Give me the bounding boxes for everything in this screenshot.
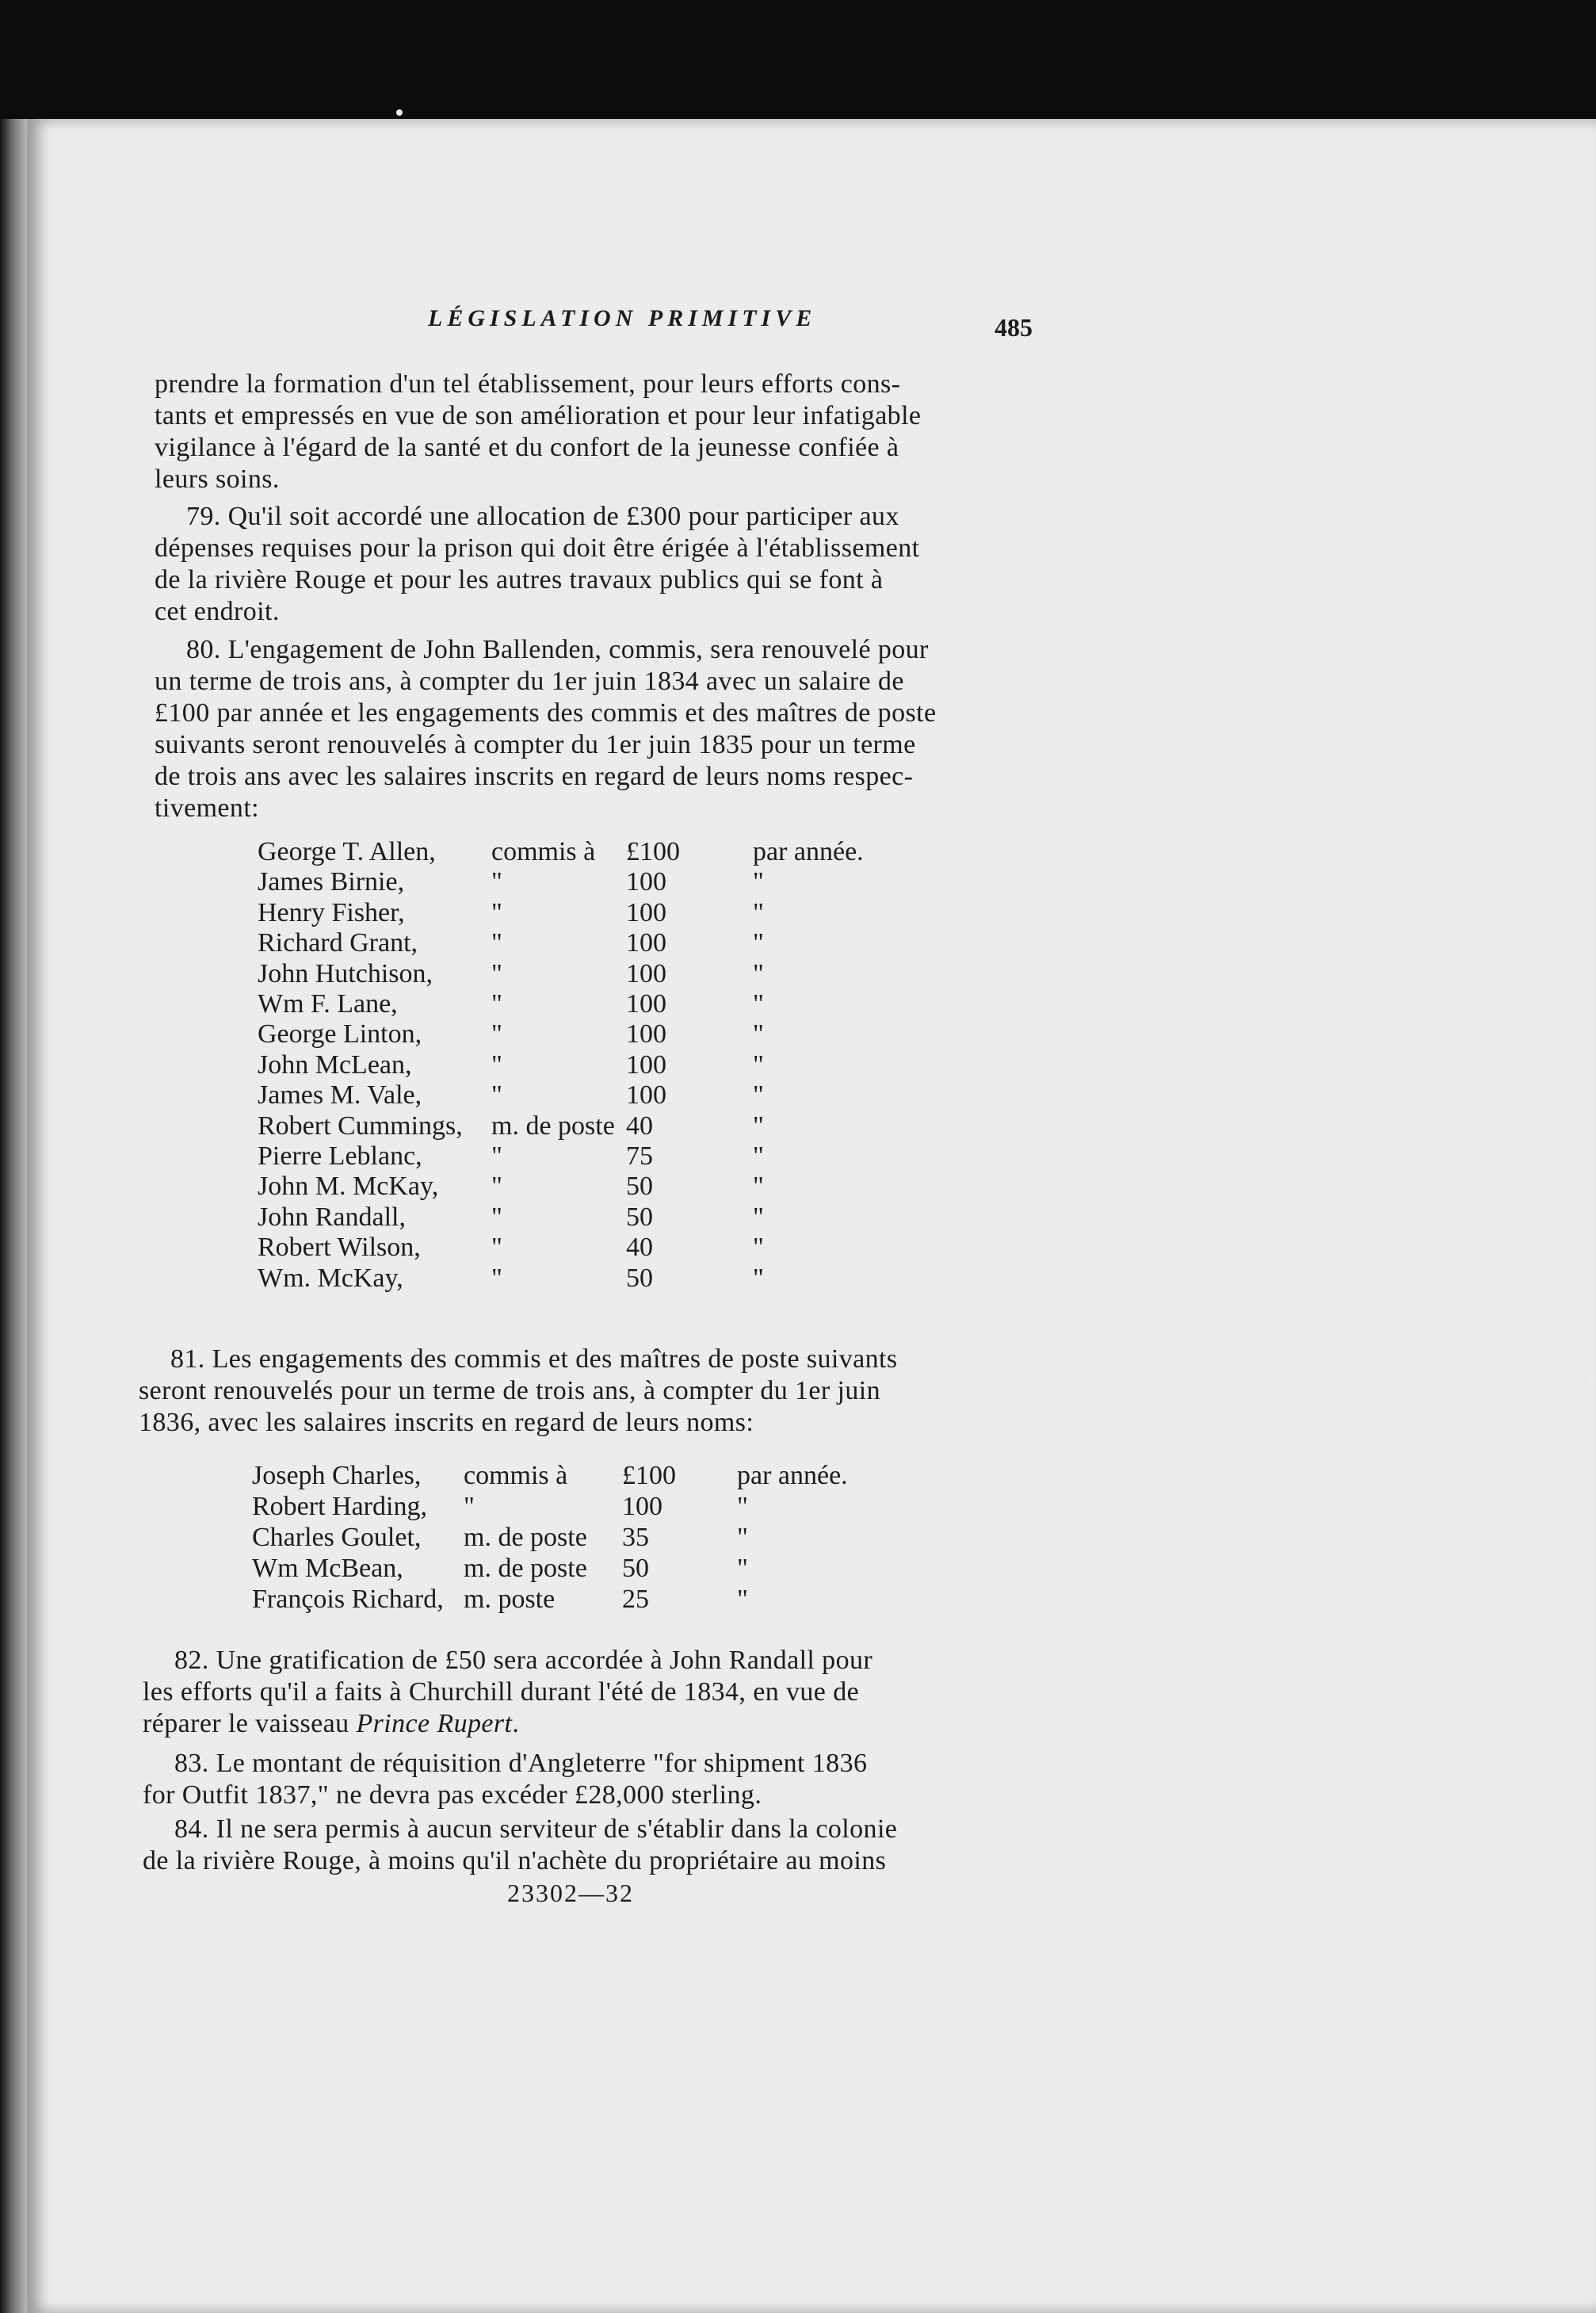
cell-role: commis à [464, 1461, 568, 1490]
cell-unit: " [753, 1111, 764, 1141]
cell-name: James Birnie, [258, 867, 405, 897]
text-line: de la rivière Rouge et pour les autres travaux publics qui se font à [155, 565, 884, 594]
cell-name: Henry Fisher, [258, 897, 405, 927]
cell-name: Robert Wilson, [258, 1233, 421, 1263]
cell-name: Joseph Charles, [252, 1461, 422, 1490]
text-line: suivants seront renouvelés à compter du 1er juin 1835 pour un terme [155, 730, 916, 759]
cell-name: Robert Harding, [252, 1492, 427, 1521]
cell-amount: £100 [622, 1461, 676, 1490]
text-line: 1836, avec les salaires inscrits en regard de leurs noms: [139, 1408, 754, 1437]
cell-role: " [491, 1019, 502, 1049]
cell-amount: 50 [626, 1172, 653, 1202]
ship-name: Prince Rupert [356, 1709, 513, 1738]
cell-name: Wm. McKay, [258, 1263, 403, 1293]
cell-amount: 50 [626, 1202, 653, 1232]
cell-unit: " [753, 867, 764, 897]
text-line: for Outfit 1837," ne devra pas excéder £28,000 sterling. [143, 1780, 762, 1810]
cell-unit: " [737, 1554, 748, 1583]
cell-amount: 100 [626, 1049, 666, 1080]
cell-amount: 75 [626, 1141, 653, 1171]
cell-role: " [491, 897, 502, 927]
cell-unit: " [753, 1141, 764, 1171]
text-line: prendre la formation d'un tel établissement, pour leurs efforts cons- [155, 369, 901, 399]
cell-name: John Randall, [258, 1202, 406, 1232]
text-line: seront renouvelés pour un terme de trois ans, à compter du 1er juin [139, 1376, 881, 1405]
text-line: £100 par année et les engagements des commis et des maîtres de poste [155, 698, 937, 728]
cell-amount: 100 [626, 897, 666, 927]
cell-unit: " [737, 1492, 748, 1521]
cell-amount: 100 [626, 958, 666, 988]
cell-name: George Linton, [258, 1019, 422, 1049]
cell-amount: 100 [626, 989, 666, 1019]
cell-role: m. de poste [491, 1111, 615, 1141]
running-head: LÉGISLATION PRIMITIVE [428, 305, 817, 331]
cell-name: John McLean, [258, 1049, 412, 1080]
text-line: 84. Il ne sera permis à aucun serviteur de s'établir dans la colonie [174, 1814, 898, 1844]
text-line [143, 1708, 519, 1740]
cell-unit: " [737, 1585, 748, 1614]
cell-amount: 35 [622, 1523, 649, 1552]
text-line: cet endroit. [155, 597, 280, 626]
cell-role: m. de poste [464, 1523, 587, 1552]
cell-unit: " [753, 1080, 764, 1111]
cell-amount: 50 [626, 1263, 653, 1293]
cell-amount: 100 [626, 867, 666, 897]
cell-role: m. poste [464, 1585, 556, 1614]
cell-unit: " [753, 1263, 764, 1293]
text-line: leurs soins. [155, 465, 280, 494]
cell-unit: " [753, 928, 764, 958]
cell-name: John M. McKay, [258, 1172, 439, 1202]
cell-role: " [491, 928, 502, 958]
dust-speck [396, 109, 403, 116]
cell-unit: " [737, 1523, 748, 1552]
cell-role: " [491, 1049, 502, 1080]
cell-name: Pierre Leblanc, [258, 1141, 422, 1171]
cell-unit: " [753, 1202, 764, 1232]
text-line: un terme de trois ans, à compter du 1er juin 1834 avec un salaire de [155, 667, 904, 696]
cell-unit: " [753, 1172, 764, 1202]
cell-role: " [491, 1263, 502, 1293]
cell-role: " [464, 1492, 475, 1521]
dust-speck [1588, 1375, 1593, 1386]
cell-role: " [491, 1202, 502, 1232]
text-line: dépenses requises pour la prison qui doit être érigée à l'établissement [155, 533, 920, 563]
text-line: vigilance à l'égard de la santé et du confort de la jeunesse confiée à [155, 433, 899, 462]
cell-unit: " [753, 897, 764, 927]
text-line: tants et empressés en vue de son amélioration et pour leur infatigable [155, 401, 922, 430]
cell-role: " [491, 867, 502, 897]
cell-role: " [491, 1233, 502, 1263]
text-line: les efforts qu'il a faits à Churchill durant l'été de 1834, en vue de [143, 1677, 860, 1707]
text-line: de la rivière Rouge, à moins qu'il n'achète du propriétaire au moins [143, 1846, 887, 1875]
text-line: de trois ans avec les salaires inscrits en regard de leurs noms respec- [155, 762, 914, 791]
cell-unit: " [753, 1233, 764, 1263]
cell-name: Wm McBean, [252, 1554, 403, 1583]
cell-name: James M. Vale, [258, 1080, 422, 1111]
cell-name: John Hutchison, [258, 958, 433, 988]
cell-amount: £100 [626, 837, 680, 866]
cell-amount: 25 [622, 1585, 649, 1614]
cell-name: Wm F. Lane, [258, 989, 398, 1019]
cell-name: Charles Goulet, [252, 1523, 422, 1552]
cell-unit: " [753, 958, 764, 988]
cell-name: Robert Cummings, [258, 1111, 463, 1141]
cell-role: m. de poste [464, 1554, 587, 1583]
text-line: 81. Les engagements des commis et des maîtres de poste suivants [170, 1344, 898, 1374]
text-fragment: . [512, 1709, 520, 1738]
cell-unit: " [753, 1049, 764, 1080]
text-fragment: réparer le vaisseau [143, 1709, 357, 1738]
cell-amount: 40 [626, 1111, 653, 1141]
page-number: 485 [995, 313, 1033, 342]
cell-name: François Richard, [252, 1585, 444, 1614]
cell-unit: " [753, 1019, 764, 1049]
text-line: tivement: [155, 793, 260, 823]
cell-unit: par année. [753, 837, 864, 866]
cell-amount: 100 [626, 1019, 666, 1049]
cell-name: Richard Grant, [258, 928, 418, 958]
cell-role: " [491, 958, 502, 988]
text-line: 79. Qu'il soit accordé une allocation de £300 pour participer aux [186, 502, 899, 531]
cell-amount: 100 [626, 928, 666, 958]
text-line: 82. Une gratification de £50 sera accordée à John Randall pour [174, 1646, 873, 1675]
cell-role: commis à [491, 837, 596, 866]
cell-name: George T. Allen, [258, 837, 436, 866]
cell-amount: 50 [622, 1554, 649, 1583]
cell-amount: 100 [622, 1492, 662, 1521]
text-line: 80. L'engagement de John Ballenden, commis, sera renouvelé pour [186, 635, 929, 664]
cell-amount: 40 [626, 1233, 653, 1263]
cell-amount: 100 [626, 1080, 666, 1111]
cell-role: " [491, 1080, 502, 1111]
cell-role: " [491, 989, 502, 1019]
cell-role: " [491, 1172, 502, 1202]
cell-unit: " [753, 989, 764, 1019]
printer-signature: 23302—32 [507, 1879, 634, 1907]
cell-unit: par année. [737, 1461, 848, 1490]
cell-role: " [491, 1141, 502, 1171]
text-line: 83. Le montant de réquisition d'Angleterre "for shipment 1836 [174, 1749, 868, 1778]
